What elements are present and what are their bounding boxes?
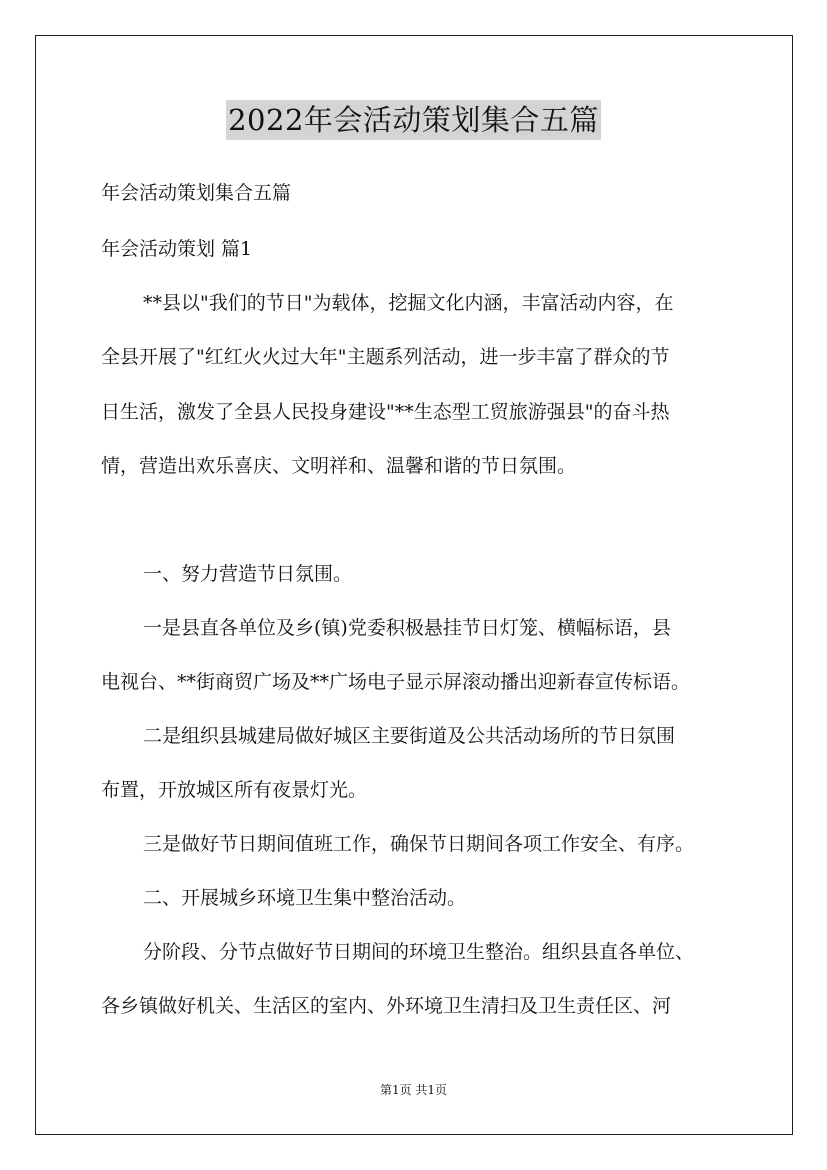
document-title: 2022年会活动策划集合五篇 [226,100,601,140]
document-subtitle: 年会活动策划集合五篇 [101,182,292,204]
paragraph-line: 二是组织县城建局做好城区主要街道及公共活动场所的节日氛围 [143,725,676,747]
page-footer: 第1页 共1页 [379,1083,448,1097]
paragraph-line: 各乡镇做好机关、生活区的室内、外环境卫生清扫及卫生责任区、河 [101,995,672,1017]
section-heading: 年会活动策划 篇1 [101,238,253,260]
paragraph-line: 一是县直各单位及乡(镇)党委积极悬挂节日灯笼、横幅标语，县 [143,617,671,639]
paragraph-line: 日生活，激发了全县人民投身建设"**生态型工贸旅游强县"的奋斗热 [101,401,670,423]
section-heading-2: 二、开展城乡环境卫生集中整治活动。 [143,887,467,909]
title-container [0,100,827,140]
section-heading-1: 一、努力营造节日氛围。 [143,563,353,585]
paragraph-line: 情，营造出欢乐喜庆、文明祥和、温馨和谐的节日氛围。 [101,455,577,477]
paragraph-line: 分阶段、分节点做好节日期间的环境卫生整治。组织县直各单位、 [143,941,695,963]
paragraph-line: 全县开展了"红红火火过大年"主题系列活动，进一步丰富了群众的节 [101,346,670,368]
paragraph-line: 布置，开放城区所有夜景灯光。 [101,779,368,801]
paragraph-line: 三是做好节日期间值班工作，确保节日期间各项工作安全、有序。 [143,833,695,855]
paragraph-line: 电视台、**街商贸广场及**广场电子显示屏滚动播出迎新春宣传标语。 [101,671,691,693]
paragraph-line: **县以"我们的节日"为载体，挖掘文化内涵，丰富活动内容，在 [143,292,674,314]
